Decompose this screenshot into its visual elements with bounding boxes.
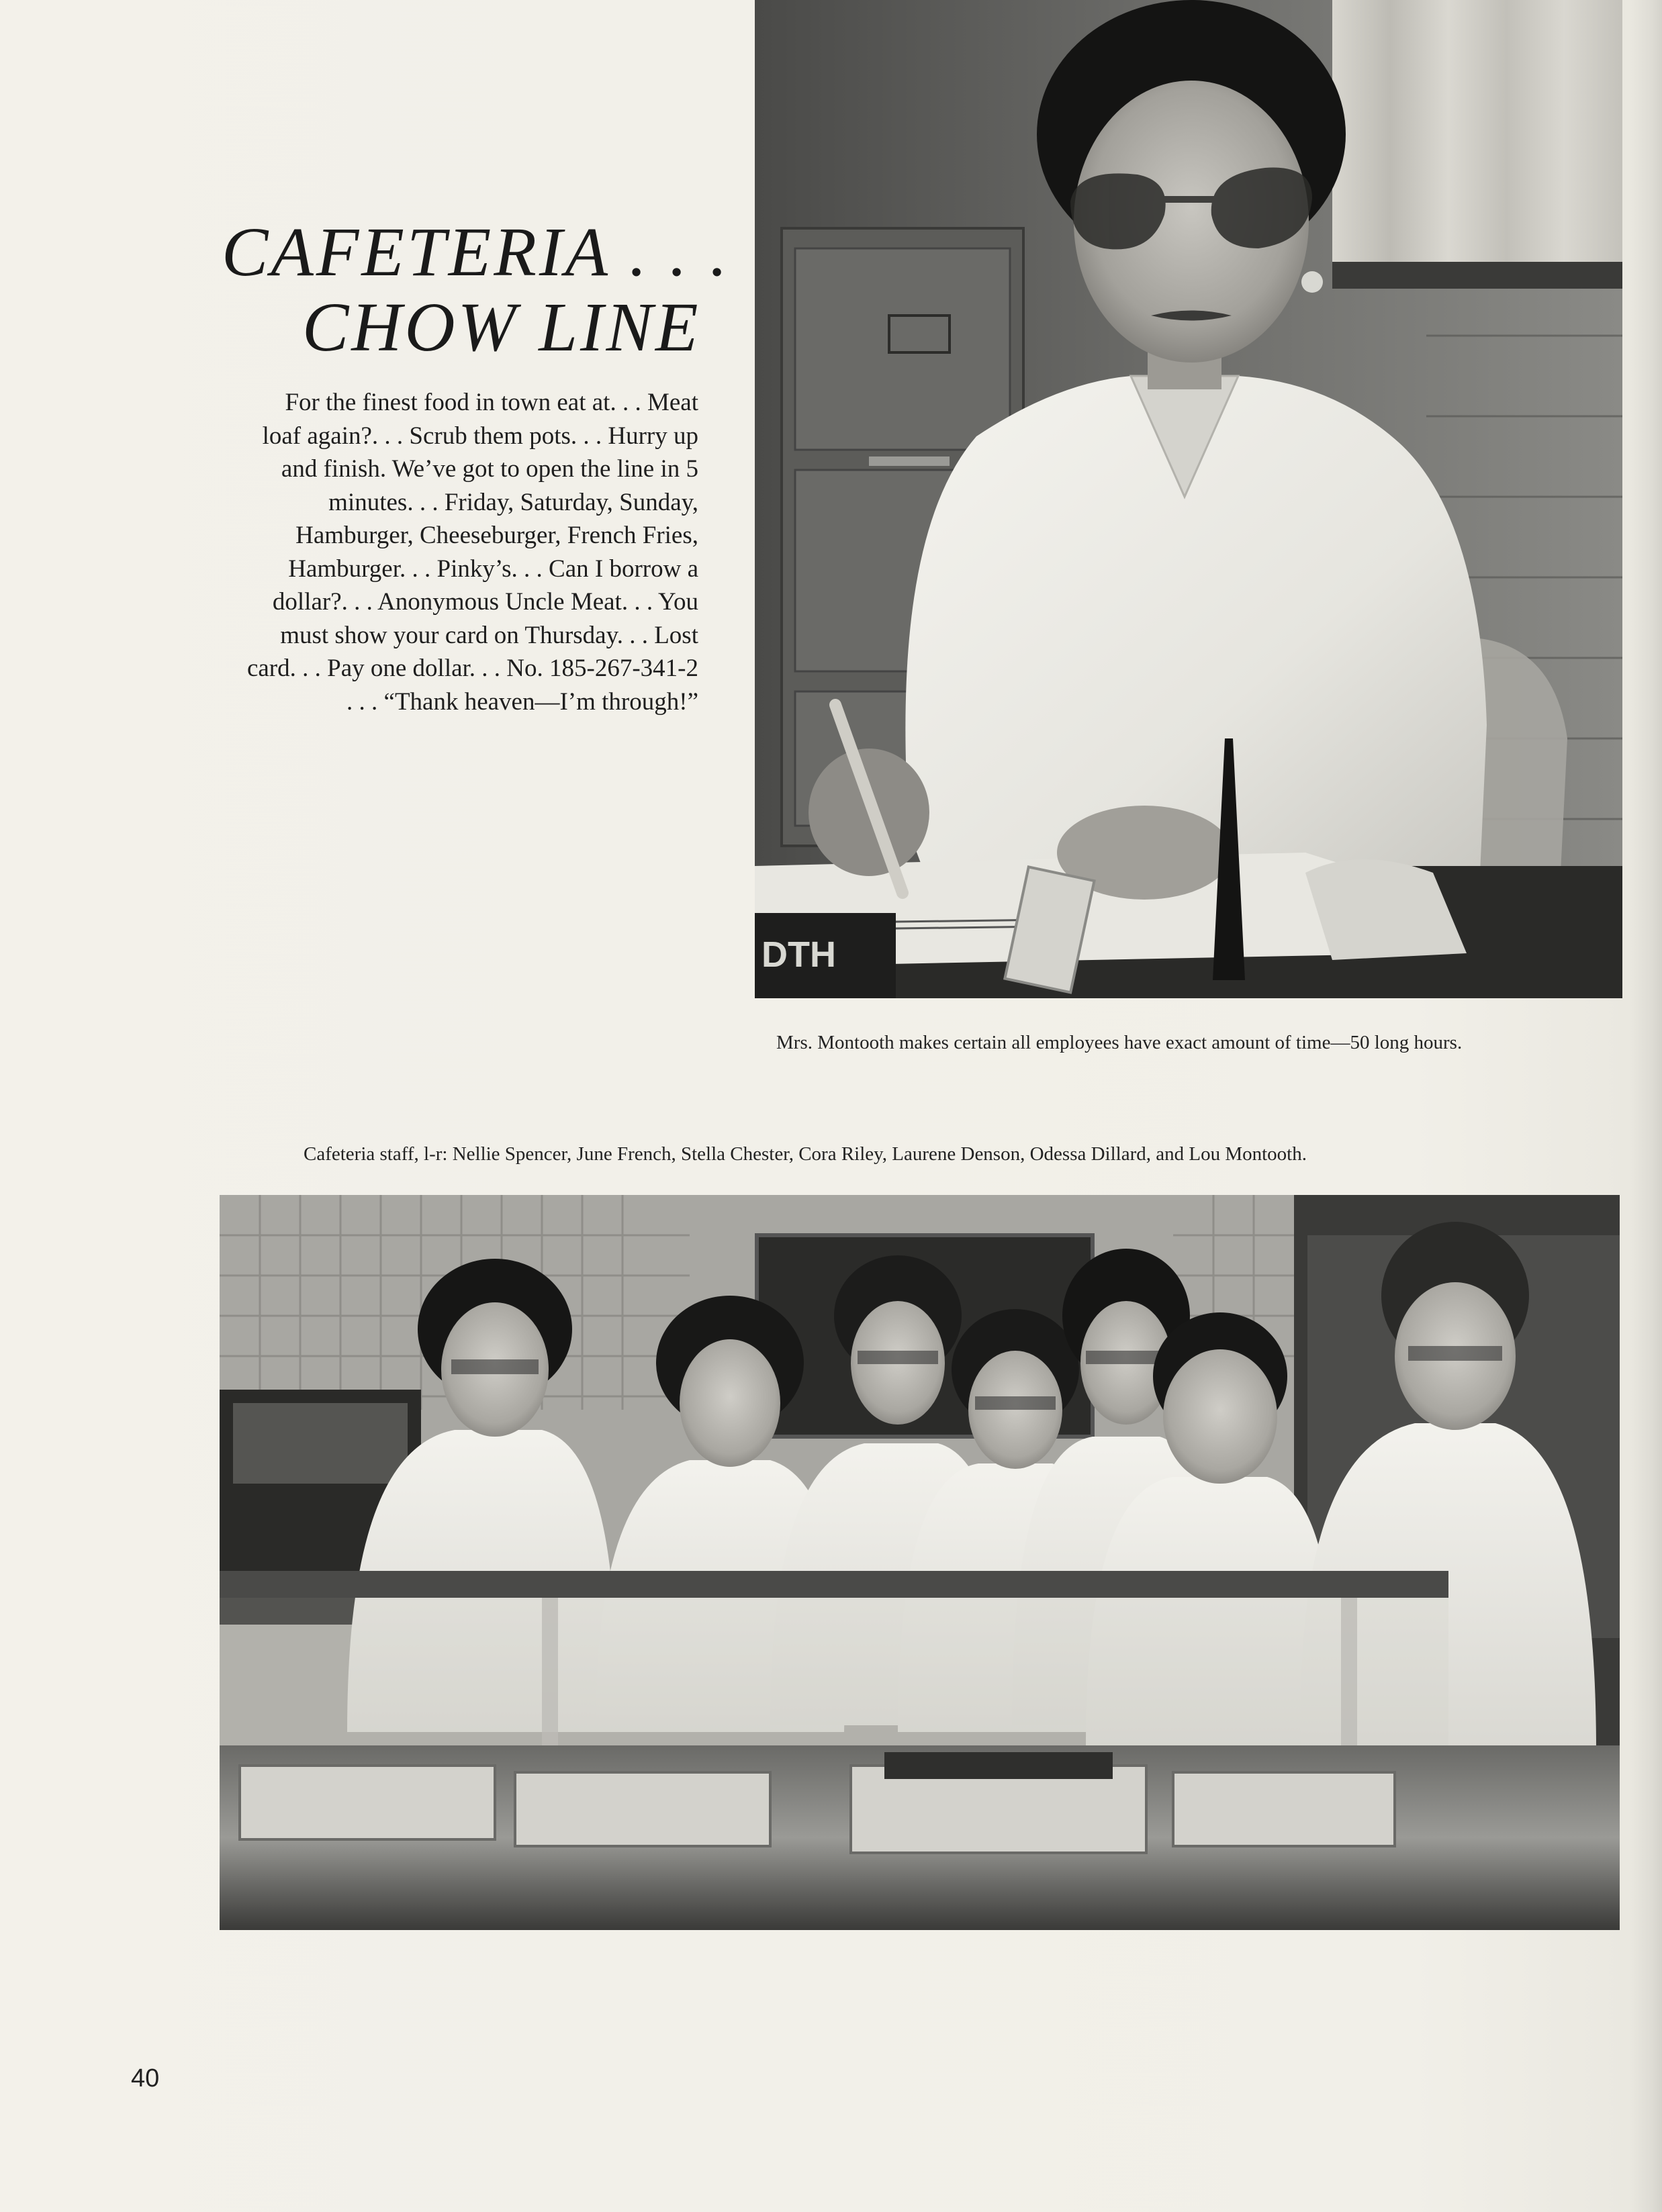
photo-window-sill [1332,262,1622,289]
photo-montooth-illustration [755,0,1622,998]
caption-top-photo: Mrs. Montooth makes certain all employees have exact amount of time—50 long hours. [776,1032,1463,1053]
intro-line: minutes. . . Friday, Saturday, Sunday, [328,488,698,516]
intro-line: For the finest food in town eat at. . . Meat [285,389,698,416]
page-number: 40 [131,2064,160,2093]
page-title [154,215,739,365]
intro-line: Hamburger, Cheeseburger, French Fries, [295,522,698,549]
photo-curtain [1332,0,1622,269]
title-line-2: CHOW LINE [302,289,701,366]
photo-montooth-at-desk [755,0,1622,998]
intro-line: loaf again?. . . Scrub them pots. . . Hurry up [262,422,698,450]
intro-line: card. . . Pay one dollar. . . No. 185-267-341-2 [246,655,698,682]
caption-bottom-photo: Cafeteria staff, l-r: Nellie Spencer, June French, Stella Chester, Cora Riley, Laurene Denson, Odessa Dillard, and Lou Montooth. [304,1143,1307,1165]
photo-sneeze-guard-rail [220,1571,1448,1598]
photo-tray-lid [884,1752,1113,1779]
intro-line: and finish. We’ve got to open the line in 5 [281,455,698,483]
photo-staff-illustration [220,1195,1620,1930]
page-edge-shadow [1628,0,1662,2212]
intro-line: . . . “Thank heaven—I’m through!” [347,687,698,716]
intro-line: dollar?. . . Anonymous Uncle Meat. . . You [272,588,698,616]
intro-line: Hamburger. . . Pinky’s. . . Can I borrow a [288,555,698,583]
photo-register-text: DTH [761,934,836,975]
intro-line: must show your card on Thursday. . . Lost [280,621,698,649]
title-line-1: CAFETERIA . . . [222,213,731,291]
intro-paragraph [134,386,698,718]
photo-cafeteria-staff [220,1195,1620,1930]
